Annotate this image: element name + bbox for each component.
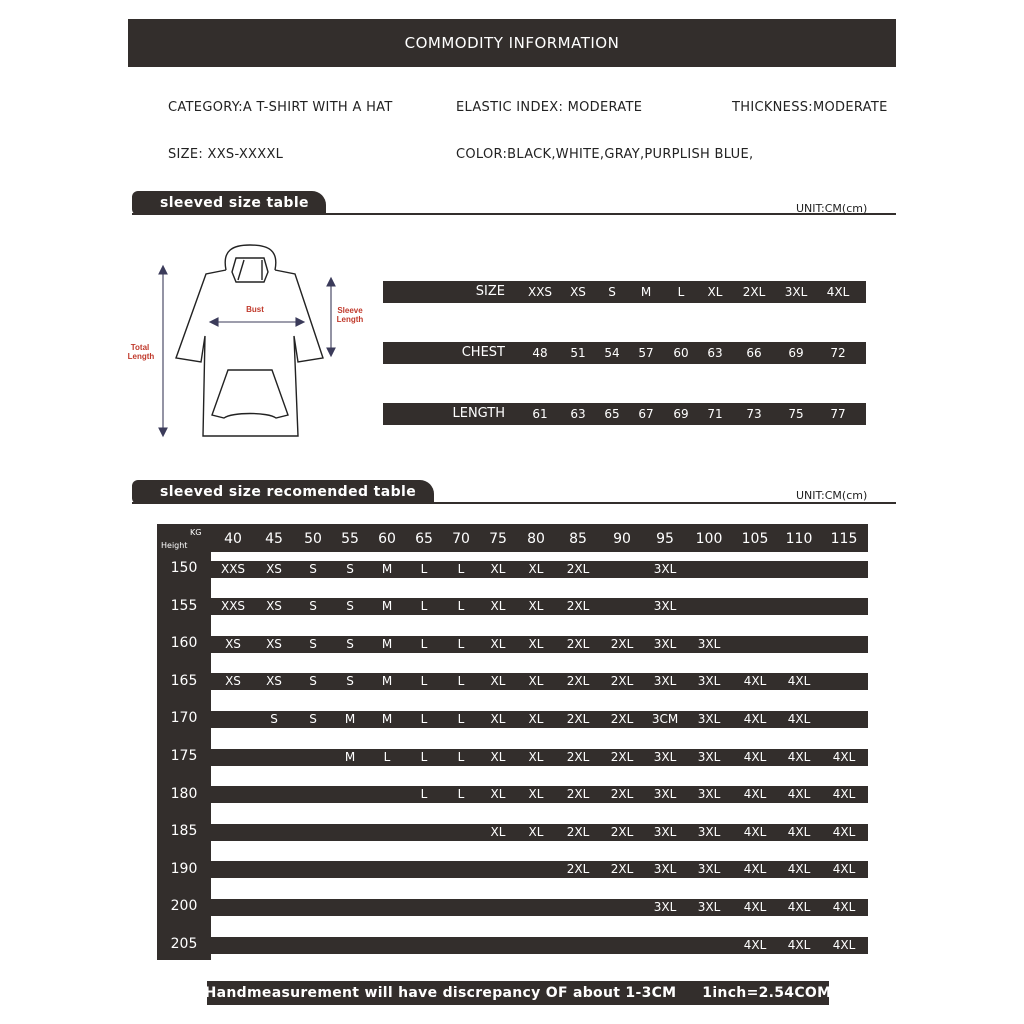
- rec-cell: 4XL: [832, 787, 856, 802]
- rec-cell: 2XL: [566, 711, 590, 726]
- height-label-cell: 180: [170, 785, 198, 802]
- chest-cell: 66: [746, 346, 762, 360]
- rec-cell: S: [309, 599, 317, 614]
- length-cell: 67: [638, 407, 654, 421]
- rec-cell: 3XL: [697, 674, 721, 689]
- rec-cell: L: [420, 749, 428, 764]
- rec-cell: M: [344, 711, 356, 726]
- weight-header-cell: 110: [785, 531, 813, 547]
- size-cell: 3XL: [784, 285, 808, 299]
- weight-header-cell: 75: [489, 531, 507, 547]
- weight-header-cell: 70: [452, 531, 470, 547]
- rec-cell: 3XL: [653, 899, 677, 914]
- rec-cell: 2XL: [566, 862, 590, 877]
- size-cell: 4XL: [826, 285, 850, 299]
- height-label-cell: 185: [170, 823, 198, 840]
- rec-cell: [252, 899, 296, 916]
- rec-cell: 4XL: [787, 787, 811, 802]
- rec-table-tab: [132, 480, 434, 504]
- rec-cell: L: [383, 749, 391, 764]
- size-row: [383, 281, 866, 303]
- rec-cell: [211, 786, 255, 803]
- rec-cell: XS: [266, 674, 282, 689]
- weight-header-cell: 95: [656, 531, 674, 547]
- length-cell: 65: [604, 407, 620, 421]
- total-length-arrow-bottom: [159, 428, 167, 436]
- rec-cell: XL: [490, 749, 506, 764]
- size-cell: S: [608, 285, 616, 299]
- rec-cell: M: [381, 561, 393, 576]
- rec-cell: 4XL: [743, 711, 767, 726]
- rec-cell: 2XL: [566, 599, 590, 614]
- rec-cell: [822, 636, 866, 653]
- rec-cell: 4XL: [787, 937, 811, 952]
- height-label-cell: 205: [170, 936, 198, 952]
- size-table-tab: [132, 191, 326, 215]
- rec-cell: 2XL: [610, 824, 634, 839]
- length-cell: 63: [570, 407, 586, 421]
- rec-cell: 4XL: [832, 937, 856, 952]
- rec-cell: XL: [490, 787, 506, 802]
- size-cell: XS: [570, 285, 586, 299]
- rec-cell: 2XL: [566, 787, 590, 802]
- rec-cell: XL: [490, 599, 506, 614]
- rec-cell: XS: [225, 674, 241, 689]
- height-column: [157, 524, 211, 960]
- hoodie-outline: [176, 245, 323, 436]
- rec-cell: [733, 561, 777, 578]
- bust-arrow-left: [210, 318, 218, 326]
- rec-cell: L: [457, 599, 465, 614]
- rec-cell: 4XL: [743, 749, 767, 764]
- rec-table-divider: [132, 502, 896, 504]
- rec-cell: [252, 786, 296, 803]
- rec-cell: XL: [528, 599, 544, 614]
- height-label-cell: 170: [170, 710, 198, 727]
- rec-cell: [514, 899, 558, 916]
- size-cell: 2XL: [742, 285, 766, 299]
- rec-cell: 4XL: [832, 899, 856, 914]
- rec-cell: [777, 636, 821, 653]
- rec-cell: 2XL: [566, 674, 590, 689]
- height-label-cell: 150: [170, 560, 198, 576]
- sleeve-arrow-top: [327, 278, 335, 286]
- rec-cell: M: [381, 711, 393, 726]
- rec-cell: M: [381, 636, 393, 651]
- rec-cell: [733, 636, 777, 653]
- rec-table-row: [211, 861, 868, 878]
- rec-cell: XS: [266, 561, 282, 576]
- rec-cell: L: [457, 561, 465, 576]
- rec-cell: L: [420, 599, 428, 614]
- rec-cell: XXS: [220, 599, 246, 614]
- category-info: CATEGORY:A T-SHIRT WITH A HAT: [168, 100, 393, 115]
- rec-cell: 2XL: [566, 561, 590, 576]
- rec-cell: [252, 937, 296, 954]
- rec-cell: XS: [266, 636, 282, 651]
- rec-cell: 4XL: [787, 711, 811, 726]
- rec-cell: [687, 937, 731, 954]
- rec-cell: [777, 598, 821, 615]
- rec-cell: S: [346, 636, 354, 651]
- rec-cell: [211, 824, 255, 841]
- rec-cell: 4XL: [787, 862, 811, 877]
- rec-cell: L: [457, 636, 465, 651]
- rec-cell: 4XL: [743, 787, 767, 802]
- rec-table-row: [211, 711, 868, 728]
- size-table-title: sleeved size table: [160, 195, 309, 211]
- rec-cell: 2XL: [566, 749, 590, 764]
- rec-cell: XL: [490, 561, 506, 576]
- height-label-cell: 160: [170, 635, 198, 652]
- rec-cell: [211, 861, 255, 878]
- rec-cell: [211, 937, 255, 954]
- rec-cell: [211, 899, 255, 916]
- height-label: Height: [161, 541, 188, 550]
- rec-cell: [211, 711, 255, 728]
- bust-arrow-right: [296, 318, 304, 326]
- rec-cell: 4XL: [743, 824, 767, 839]
- length-cell: 75: [788, 407, 804, 421]
- chest-cell: 51: [570, 346, 586, 360]
- rec-table-title: sleeved size recomended table: [160, 484, 417, 500]
- rec-cell: M: [381, 674, 393, 689]
- rec-cell: 4XL: [743, 674, 767, 689]
- rec-cell: 4XL: [787, 824, 811, 839]
- chest-cell: 69: [788, 346, 804, 360]
- rec-cell: 2XL: [610, 711, 634, 726]
- rec-cell: 2XL: [610, 749, 634, 764]
- rec-cell: 3XL: [653, 787, 677, 802]
- rec-cell: S: [309, 711, 317, 726]
- size-cell: L: [677, 285, 685, 299]
- sleeve-arrow-bottom: [327, 348, 335, 356]
- rec-cell: [822, 711, 866, 728]
- size-cell: M: [640, 285, 652, 299]
- rec-cell: XS: [266, 599, 282, 614]
- rec-cell: [600, 899, 644, 916]
- rec-cell: [822, 673, 866, 690]
- rec-cell: 3XL: [653, 824, 677, 839]
- rec-cell: 4XL: [743, 899, 767, 914]
- size-table-divider: [132, 213, 896, 215]
- rec-table-row: [211, 673, 868, 690]
- rec-table-row: [211, 824, 868, 841]
- inch-conversion: 1inch=2.54COM: [702, 985, 832, 1001]
- weight-header-cell: 50: [304, 531, 322, 547]
- rec-cell: 4XL: [787, 749, 811, 764]
- rec-cell: 3XL: [653, 749, 677, 764]
- rec-cell: [514, 861, 558, 878]
- weight-header-cell: 105: [741, 531, 769, 547]
- rec-cell: [643, 937, 687, 954]
- size-info: SIZE: XXS-XXXXL: [168, 147, 284, 162]
- rec-cell: 3XL: [697, 749, 721, 764]
- rec-cell: 2XL: [610, 787, 634, 802]
- footer-note: [204, 981, 832, 1005]
- weight-header-cell: 60: [378, 531, 396, 547]
- discrepancy-note: Handmeasurement will have discrepancy OF about 1-3CM: [204, 985, 677, 1001]
- rec-cell: M: [344, 749, 356, 764]
- rec-cell: 2XL: [610, 674, 634, 689]
- rec-table-row: [211, 749, 868, 766]
- rec-cell: XL: [490, 674, 506, 689]
- rec-table-row: [211, 561, 868, 578]
- rec-cell: 3XL: [697, 787, 721, 802]
- color-info: COLOR:BLACK,WHITE,GRAY,PURPLISH BLUE,: [456, 147, 754, 162]
- total-label-1: Total: [130, 343, 150, 352]
- rec-cell: 4XL: [787, 674, 811, 689]
- rec-cell: 3XL: [653, 636, 677, 651]
- elastic-info: ELASTIC INDEX: MODERATE: [456, 100, 643, 115]
- rec-cell: L: [420, 787, 428, 802]
- bust-label: Bust: [246, 305, 264, 314]
- rec-cell: L: [420, 711, 428, 726]
- chest-cell: 60: [673, 346, 689, 360]
- sleeve-label-1: Sleeve: [337, 306, 363, 315]
- rec-cell: [252, 749, 296, 766]
- chest-cell: 63: [707, 346, 723, 360]
- rec-cell: L: [420, 674, 428, 689]
- weight-header-cell: 115: [830, 531, 858, 547]
- rec-cell: [211, 749, 255, 766]
- rec-cell: S: [309, 561, 317, 576]
- sleeve-label-2: Length: [336, 315, 364, 324]
- rec-cell: [514, 937, 558, 954]
- length-row-label: LENGTH: [452, 406, 505, 421]
- weight-header-row: [211, 524, 868, 552]
- rec-table-row: [211, 899, 868, 916]
- hoodie-diagram: [118, 240, 368, 445]
- size-table-unit: UNIT:CM(cm): [796, 202, 868, 215]
- rec-cell: [600, 598, 644, 615]
- rec-cell: S: [309, 674, 317, 689]
- rec-cell: XS: [225, 636, 241, 651]
- rec-cell: L: [457, 711, 465, 726]
- rec-cell: L: [457, 787, 465, 802]
- height-label-cell: 165: [170, 672, 198, 689]
- length-cell: 73: [746, 407, 762, 421]
- rec-cell: 3XL: [697, 824, 721, 839]
- rec-cell: 2XL: [566, 824, 590, 839]
- rec-cell: XL: [528, 561, 544, 576]
- rec-cell: XL: [528, 711, 544, 726]
- rec-cell: [822, 561, 866, 578]
- rec-cell: 4XL: [832, 749, 856, 764]
- rec-cell: 3CM: [651, 711, 679, 726]
- length-cell: 61: [532, 407, 548, 421]
- rec-cell: XL: [490, 636, 506, 651]
- rec-cell: [252, 861, 296, 878]
- rec-cell: 3XL: [697, 711, 721, 726]
- chest-row: [383, 342, 866, 364]
- kg-label: KG: [190, 528, 202, 537]
- rec-cell: XL: [528, 674, 544, 689]
- rec-cell: [822, 598, 866, 615]
- rec-cell: 2XL: [610, 636, 634, 651]
- rec-cell: 3XL: [697, 636, 721, 651]
- rec-cell: S: [309, 636, 317, 651]
- rec-cell: [777, 561, 821, 578]
- rec-cell: [733, 598, 777, 615]
- rec-cell: L: [457, 749, 465, 764]
- thickness-info: THICKNESS:MODERATE: [732, 100, 888, 115]
- total-label-2: Length: [127, 352, 155, 361]
- height-label-cell: 155: [170, 597, 198, 614]
- chest-cell: 72: [830, 346, 846, 360]
- rec-cell: 3XL: [653, 599, 677, 614]
- rec-table-unit: UNIT:CM(cm): [796, 489, 868, 502]
- rec-cell: L: [457, 674, 465, 689]
- rec-cell: 4XL: [832, 824, 856, 839]
- weight-header-cell: 45: [265, 531, 283, 547]
- rec-cell: [252, 824, 296, 841]
- size-cell: XXS: [527, 285, 553, 299]
- rec-cell: XL: [528, 787, 544, 802]
- rec-cell: S: [270, 711, 278, 726]
- size-row-label: SIZE: [475, 284, 505, 299]
- height-label-cell: 200: [170, 898, 198, 915]
- rec-table-row: [211, 786, 868, 803]
- rec-cell: XL: [490, 711, 506, 726]
- chest-cell: 54: [604, 346, 620, 360]
- rec-table-row: [211, 937, 868, 954]
- length-cell: 69: [673, 407, 689, 421]
- rec-cell: 3XL: [697, 899, 721, 914]
- rec-cell: L: [420, 636, 428, 651]
- weight-header-cell: 100: [695, 531, 723, 547]
- rec-cell: 4XL: [743, 862, 767, 877]
- rec-cell: 4XL: [787, 899, 811, 914]
- rec-cell: M: [381, 599, 393, 614]
- weight-header-cell: 40: [224, 531, 242, 547]
- weight-header-cell: 90: [613, 531, 631, 547]
- rec-cell: XL: [490, 824, 506, 839]
- total-length-arrow-top: [159, 266, 167, 274]
- rec-cell: [556, 899, 600, 916]
- rec-cell: [600, 561, 644, 578]
- rec-cell: [600, 937, 644, 954]
- weight-header-cell: 65: [415, 531, 433, 547]
- rec-cell: XL: [528, 636, 544, 651]
- rec-cell: S: [346, 674, 354, 689]
- rec-cell: S: [346, 599, 354, 614]
- length-row: [383, 403, 866, 425]
- rec-cell: [687, 561, 731, 578]
- rec-cell: 3XL: [653, 561, 677, 576]
- header-title: COMMODITY INFORMATION: [404, 34, 620, 52]
- rec-cell: 2XL: [610, 862, 634, 877]
- height-label-cell: 175: [170, 748, 198, 764]
- weight-header-cell: 55: [341, 531, 359, 547]
- rec-cell: 2XL: [566, 636, 590, 651]
- length-cell: 77: [830, 407, 846, 421]
- rec-cell: 4XL: [743, 937, 767, 952]
- rec-cell: [556, 937, 600, 954]
- rec-cell: 4XL: [832, 862, 856, 877]
- weight-header-cell: 80: [527, 531, 545, 547]
- commodity-info-header: [128, 19, 896, 67]
- size-cell: XL: [707, 285, 723, 299]
- weight-header-cell: 85: [569, 531, 587, 547]
- rec-cell: [687, 598, 731, 615]
- rec-table-row: [211, 636, 868, 653]
- rec-cell: 3XL: [697, 862, 721, 877]
- chest-cell: 57: [638, 346, 654, 360]
- rec-cell: S: [346, 561, 354, 576]
- height-label-cell: 190: [170, 860, 198, 877]
- chest-cell: 48: [532, 346, 548, 360]
- rec-cell: XL: [528, 749, 544, 764]
- rec-cell: 3XL: [653, 862, 677, 877]
- length-cell: 71: [707, 407, 723, 421]
- rec-table-row: [211, 598, 868, 615]
- rec-cell: L: [420, 561, 428, 576]
- rec-cell: XXS: [220, 561, 246, 576]
- rec-cell: 3XL: [653, 674, 677, 689]
- chest-row-label: CHEST: [461, 345, 505, 360]
- rec-cell: XL: [528, 824, 544, 839]
